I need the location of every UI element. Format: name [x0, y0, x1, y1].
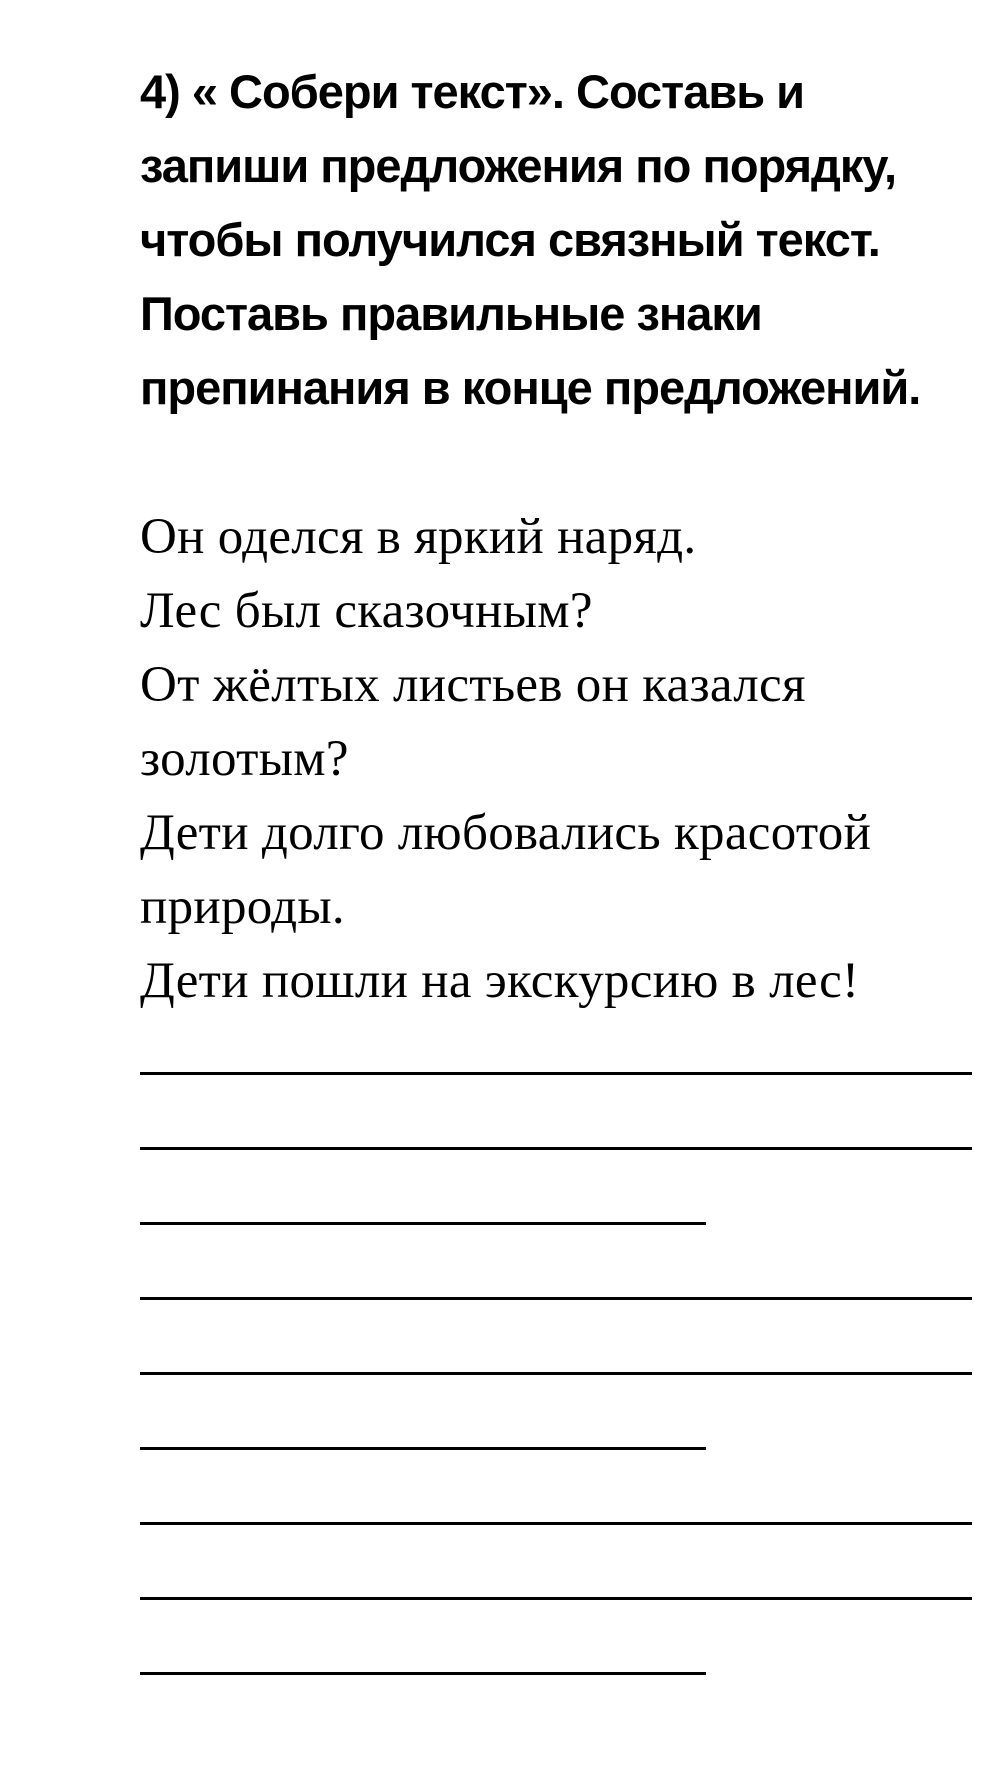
- sentence-list: [140, 500, 970, 1018]
- sentence-item: Он оделся в яркий наряд.: [140, 509, 697, 565]
- answer-line[interactable]: [140, 1222, 706, 1225]
- sentence-item: Дети долго любовались красотой природы.: [140, 805, 872, 935]
- answer-line[interactable]: [140, 1072, 972, 1075]
- sentence-item: Дети пошли на экскурсию в лес!: [140, 953, 860, 1009]
- answer-line[interactable]: [140, 1597, 972, 1600]
- answer-line[interactable]: [140, 1147, 972, 1150]
- sentence-item: Лес был сказочным?: [140, 583, 593, 639]
- answer-line[interactable]: [140, 1522, 972, 1525]
- answer-line[interactable]: [140, 1447, 706, 1450]
- sentence-item: От жёлтых листьев он казался золотым?: [140, 657, 806, 787]
- answer-line[interactable]: [140, 1372, 972, 1375]
- answer-line[interactable]: [140, 1297, 972, 1300]
- answer-line[interactable]: [140, 1672, 706, 1675]
- task-heading: 4) « Собери текст». Составь и запиши предложения по порядку, чтобы получился связный текст. Поставь правильные знаки препинания в конце предложений.: [140, 65, 921, 414]
